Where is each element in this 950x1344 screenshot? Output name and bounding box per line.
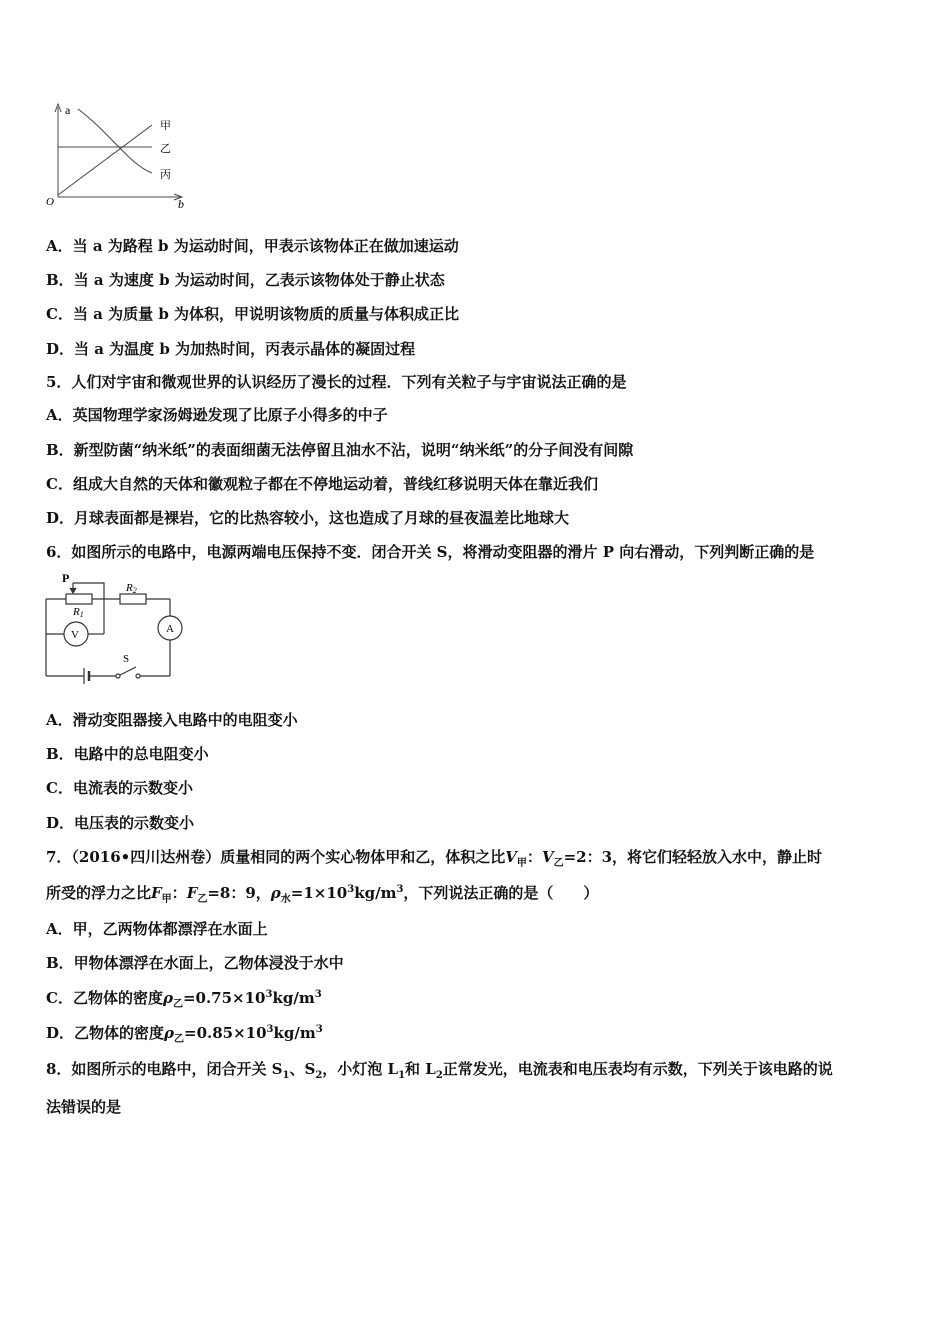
q5-stem: 5．人们对宇宙和微观世界的认识经历了漫长的过程．下列有关粒子与宇宙说法正确的是 — [46, 373, 627, 391]
q5-option-c: C．组成大自然的天体和徽观粒子都在不停地运动着，普线红移说明天体在靠近我们 — [46, 475, 598, 493]
resistor-r2 — [120, 594, 146, 604]
q5-option-a: A．英国物理学家汤姆逊发现了比原子小得多的中子 — [46, 406, 388, 424]
y-axis-label: a — [65, 103, 71, 117]
q7-stem-line1: 7．（2016•四川达州卷）质量相同的两个实心物体甲和乙，体积之比$V_甲$：$V_乙=2$：3，将它们轻轻放入水中，静止时 — [46, 848, 823, 869]
q8-stem-line2: 法错误的是 — [46, 1098, 122, 1116]
q7-option-c: C．乙物体的密度$\rho_乙=0.75\times 10^3kg/m^3$ — [46, 989, 322, 1010]
q7-option-d: D．乙物体的密度$\rho_乙=0.85\times 10^3kg/m^3$ — [46, 1024, 323, 1045]
circuit-diagram — [40, 570, 190, 690]
q7-option-a: A．甲，乙两物体都漂浮在水面上 — [46, 920, 268, 938]
q4-option-a: A．当 a 为路程 b 为运动时间，甲表示该物体正在做加速运动 — [46, 237, 459, 255]
origin-label: O — [46, 196, 54, 208]
q4-option-b: B．当 a 为速度 b 为运动时间，乙表示该物体处于静止状态 — [46, 271, 445, 289]
label-r1: R1 — [73, 606, 84, 619]
q6-option-a: A．滑动变阻器接入电路中的电阻变小 — [46, 711, 298, 729]
q6-option-c: C．电流表的示数变小 — [46, 779, 193, 797]
q6-option-b: B．电路中的总电阻变小 — [46, 745, 209, 763]
resistor-r1 — [66, 594, 92, 604]
curve-bing — [78, 109, 152, 173]
curve-label-jia: 甲 — [160, 120, 171, 132]
q8-stem-line1: 8．如图所示的电路中，闭合开关 $S_1$、$S_2$，小灯泡 $L_1$和 $L_2$正常发光，电流表和电压表均有示数，下列关于该电路的说 — [46, 1060, 833, 1081]
q7-stem-line2: 所受的浮力之比$F_甲$：$F_乙=8$：9，$\rho_水=1\times 10^3kg/m^3$，下列说法正确的是（ ） — [46, 884, 599, 905]
motion-graph — [40, 95, 200, 210]
curve-jia — [58, 125, 152, 195]
q7-option-b: B．甲物体漂浮在水面上，乙物体浸没于水中 — [46, 954, 344, 972]
q5-option-d: D．月球表面都是裸岩，它的比热容较小，这也造成了月球的昼夜温差比地球大 — [46, 509, 570, 527]
switch-s — [120, 667, 136, 675]
label-v: V — [71, 629, 79, 641]
curve-label-bing: 丙 — [160, 169, 171, 181]
label-a: A — [166, 623, 174, 635]
q4-option-d: D．当 a 为温度 b 为加热时间，丙表示晶体的凝固过程 — [46, 340, 416, 358]
q5-option-b: B．新型防菌“纳米纸”的表面细菌无法停留且油水不沾，说明“纳米纸”的分子间没有间隙 — [46, 441, 634, 459]
label-s: S — [123, 653, 130, 665]
x-axis-label: b — [178, 197, 184, 210]
q6-option-d: D．电压表的示数变小 — [46, 814, 195, 832]
q4-option-c: C．当 a 为质量 b 为体积，甲说明该物质的质量与体积成正比 — [46, 305, 460, 323]
label-r2: R2 — [126, 582, 137, 595]
curve-label-yi: 乙 — [160, 143, 171, 155]
q6-stem: 6．如图所示的电路中，电源两端电压保持不变．闭合开关 S，将滑动变阻器的滑片 P 向右滑动，下列判断正确的是 — [46, 543, 815, 561]
label-p: P — [62, 571, 70, 585]
